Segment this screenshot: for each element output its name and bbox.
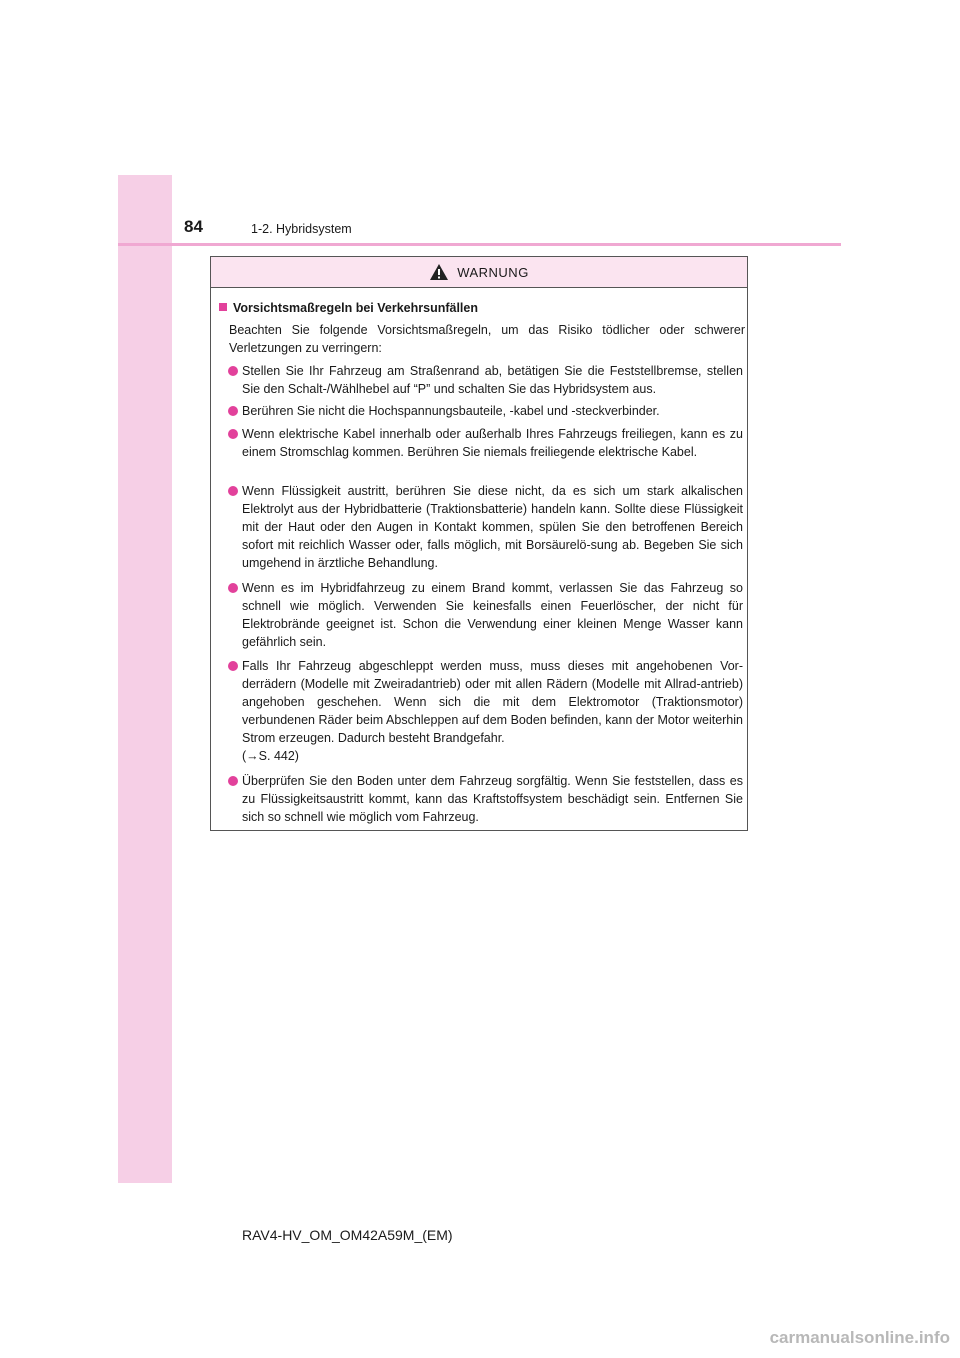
warning-header [211,257,747,288]
bullet-dot-icon [228,429,238,439]
list-item-text: Berühren Sie nicht die Hochspannungsbauteile, -kabel und -steckverbinder. [242,404,660,418]
list-item-text: Stellen Sie Ihr Fahrzeug am Straßenrand ab, betätigen Sie die Feststellbremse, stellen Sie den Schalt-/Wählhebel auf “P” und schalten Sie das Hybridsystem aus. [242,364,743,396]
list-item-text: Wenn es im Hybridfahrzeug zu einem Brand kommt, verlassen Sie das Fahrzeug so schnell wie möglich. Verwenden Sie keinesfalls einen Feuerlöscher, der nicht für Elektrobrände geeignet ist. Schon die Verwendung einer kleinen Menge Wasser kann gefährlich sein. [242,581,743,649]
list-item-text [242,657,743,765]
bullet-dot-icon [228,406,238,416]
warning-title: WARNUNG [457,264,529,280]
list-item-text: Überprüfen Sie den Boden unter dem Fahrzeug sorgfältig. Wenn Sie feststellen, dass es zu Flüssigkeitsaustritt kommt, kann das Kraftstoffsystem beschädigt sein. Entfernen Sie sich so schnell wie möglich vom Fahrzeug. [242,774,743,824]
bullet-dot-icon [228,366,238,376]
bullet-dot-icon [228,776,238,786]
side-tab-band [118,175,172,1183]
warning-box [210,256,748,831]
square-bullet-icon [219,303,227,311]
watermark: carmanualsonline.info [769,1328,950,1347]
intro-paragraph: Beachten Sie folgende Vorsichtsmaßregeln, um das Risiko tödlicher oder schwerer Verletzungen zu verringern: [229,323,745,355]
footer-code: RAV4-HV_OM_OM42A59M_(EM) [242,1227,453,1243]
section-title: 1-2. Hybridsystem [251,222,352,236]
warning-triangle-icon [429,263,449,281]
section-heading [219,298,478,318]
list-item-text-body: Falls Ihr Fahrzeug abgeschleppt werden muss, muss dieses mit angehobenen Vor-derrädern (Modelle mit Zweiradantrieb) oder mit allen Rädern (Modelle mit Allrad-antrieb) angehoben geschehen. Wenn sich die mit dem Elektromotor (Traktionsmotor) verbundenen Räder beim Abschleppen auf dem Boden befinden, kann der Motor weiterhin Strom erzeugen. Dadurch besteht Brandgefahr. [242,659,743,745]
list-item-text: Wenn Flüssigkeit austritt, berühren Sie diese nicht, da es sich um stark alkalischen Elektrolyt aus der Hybridbatterie (Traktionsbatterie) handeln kann. Sollte diese Flüssigkeit mit der Haut oder den Augen in Kontakt kommen, spülen Sie den betroffenen Bereich sofort mit reichlich Wasser oder, falls möglich, mit Borsäurelö-sung ab. Begeben Sie sich umgehend in ärztliche Behandlung. [242,484,743,570]
bullet-dot-icon [228,661,238,671]
page-reference-link[interactable]: (→S. 442) [242,749,299,763]
list-item-text: Wenn elektrische Kabel innerhalb oder außerhalb Ihres Fahrzeugs freiliegen, kann es zu einem Stromschlag kommen. Berühren Sie niemals freiliegende elektrische Kabel. [242,427,743,459]
page-number: 84 [184,217,203,236]
heading-text: Vorsichtsmaßregeln bei Verkehrsunfällen [233,301,478,315]
bullet-dot-icon [228,486,238,496]
bullet-dot-icon [228,583,238,593]
header-rule [118,243,841,246]
